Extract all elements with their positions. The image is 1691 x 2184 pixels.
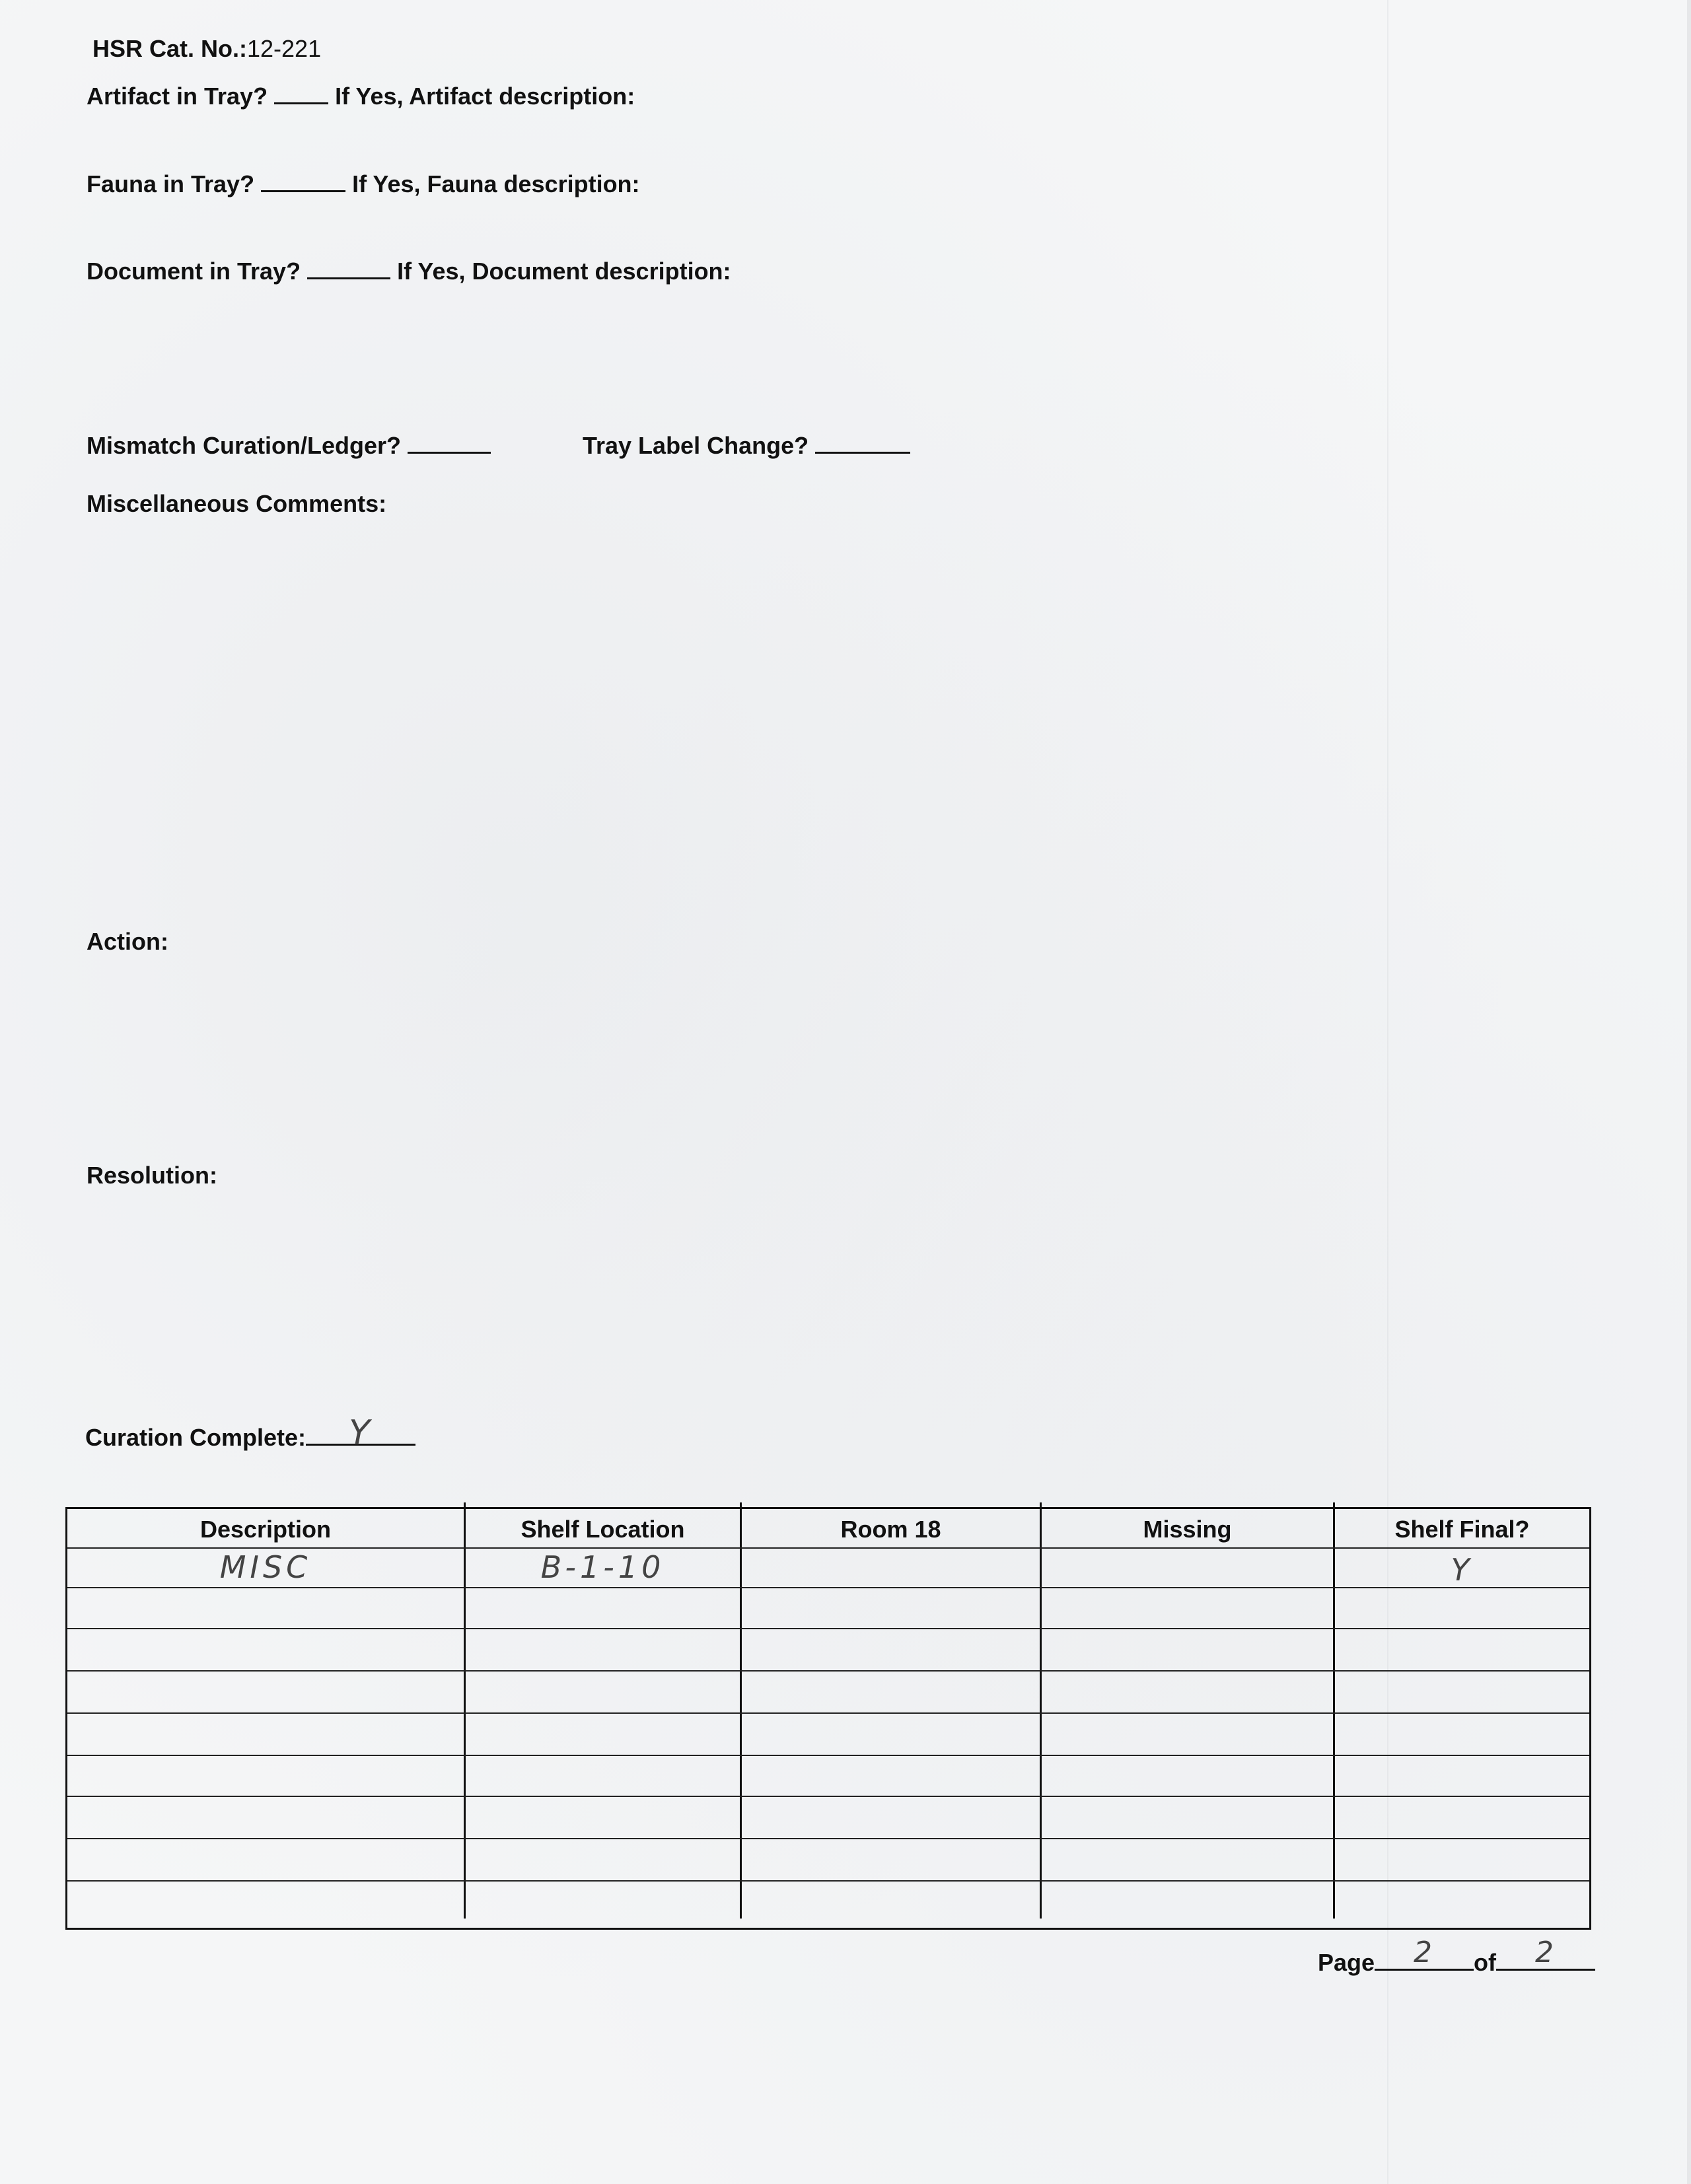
document-label: Document in Tray? — [87, 258, 301, 285]
total-pages-value: 2 — [1535, 1936, 1557, 1969]
mismatch-label: Mismatch Curation/Ledger? — [87, 432, 402, 459]
resolution-label: Resolution: — [87, 1162, 217, 1189]
curation-complete-line — [85, 1413, 415, 1453]
row-line — [67, 1712, 1589, 1714]
col-divider-3 — [1040, 1502, 1042, 1919]
row-line — [67, 1838, 1589, 1839]
row-line — [67, 1628, 1589, 1629]
curation-complete-value: Y — [349, 1413, 373, 1453]
paper-edge — [1687, 0, 1691, 2184]
mismatch-blank[interactable] — [408, 432, 491, 454]
total-pages-blank[interactable] — [1496, 1936, 1595, 1971]
artifact-line — [87, 82, 635, 111]
page-number-line — [1318, 1936, 1595, 1977]
tray-label-change-label: Tray Label Change? — [583, 432, 809, 459]
col-divider-2 — [740, 1502, 742, 1919]
artifact-label: Artifact in Tray? — [87, 83, 268, 110]
cell-description[interactable]: MISC — [219, 1549, 312, 1585]
row-line — [67, 1670, 1589, 1672]
misc-comments-label: Miscellaneous Comments: — [87, 490, 387, 517]
row-line — [67, 1755, 1589, 1756]
document-desc-label: If Yes, Document description: — [397, 258, 731, 285]
page-label: Page — [1318, 1949, 1375, 1976]
fauna-blank[interactable] — [261, 170, 345, 192]
page-blank[interactable] — [1375, 1936, 1474, 1971]
mismatch-line — [87, 431, 491, 460]
header-room-18: Room 18 — [840, 1516, 941, 1543]
document-blank[interactable] — [307, 258, 390, 279]
page-value: 2 — [1414, 1936, 1435, 1969]
cell-shelf-final[interactable]: Y — [1451, 1552, 1474, 1588]
row-line — [67, 1880, 1589, 1882]
inventory-table — [65, 1507, 1591, 1930]
fauna-desc-label: If Yes, Fauna description: — [352, 170, 640, 197]
cat-no-value: 12-221 — [247, 35, 322, 62]
cat-no-line — [92, 34, 321, 63]
cat-no-label: HSR Cat. No.: — [92, 35, 247, 62]
artifact-desc-label: If Yes, Artifact description: — [335, 83, 635, 110]
curation-complete-label: Curation Complete: — [85, 1424, 306, 1451]
row-line — [67, 1796, 1589, 1797]
of-label: of — [1474, 1949, 1497, 1976]
fauna-line — [87, 170, 640, 199]
cell-shelf-location[interactable]: B-1-10 — [540, 1549, 665, 1585]
curation-complete-blank[interactable] — [306, 1413, 415, 1453]
header-description: Description — [199, 1516, 332, 1543]
document-line — [87, 257, 731, 286]
fauna-label: Fauna in Tray? — [87, 170, 255, 197]
header-shelf-location: Shelf Location — [521, 1516, 685, 1543]
tray-label-change-blank[interactable] — [815, 432, 910, 454]
header-missing: Missing — [1143, 1516, 1232, 1543]
action-label: Action: — [87, 928, 168, 955]
artifact-blank[interactable] — [274, 83, 328, 104]
tray-label-change-line — [583, 431, 910, 460]
header-shelf-final: Shelf Final? — [1394, 1516, 1530, 1543]
